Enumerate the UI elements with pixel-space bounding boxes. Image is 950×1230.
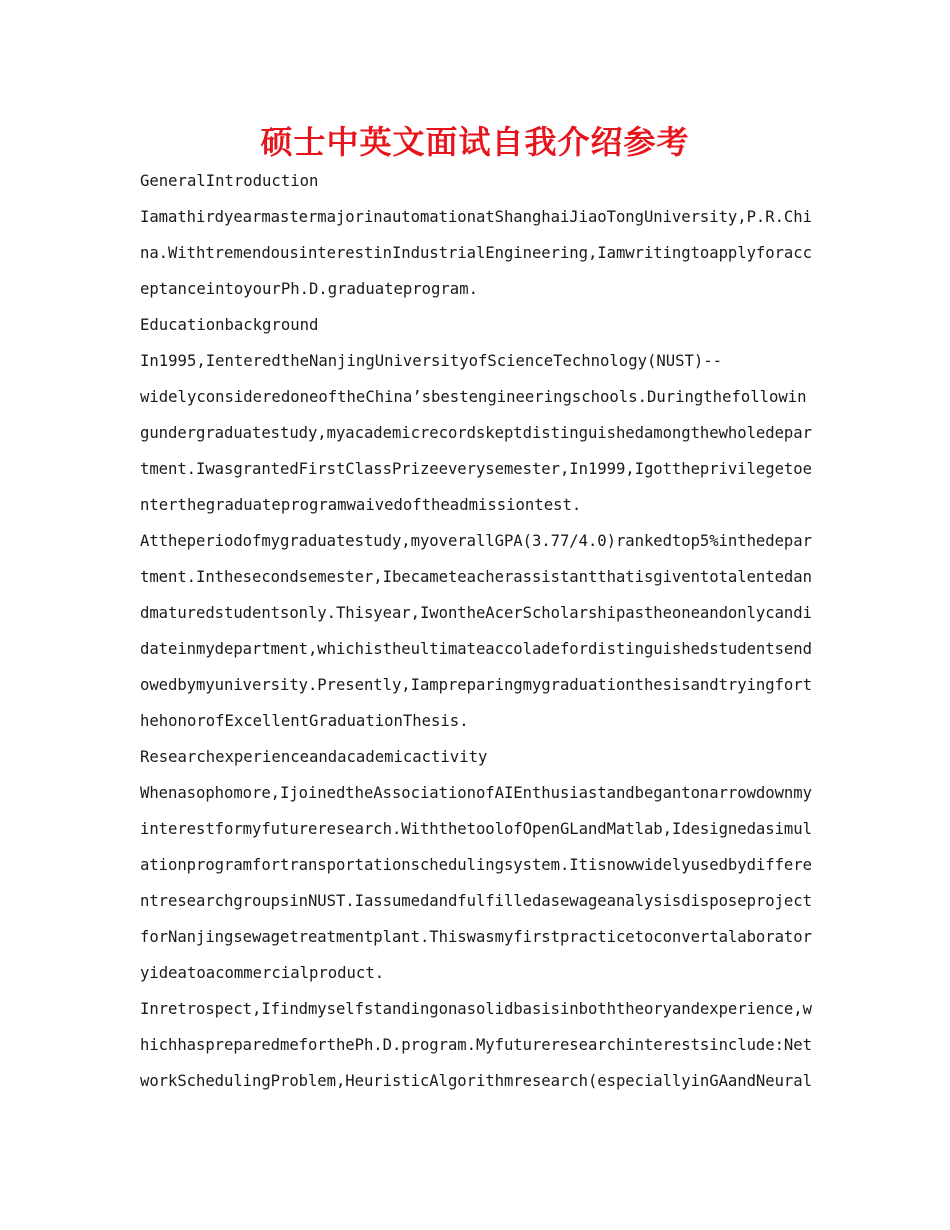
text-line: In1995,IenteredtheNanjingUniversityofScienceTechnology(NUST)--	[140, 352, 723, 370]
text-line: dateinmydepartment,whichistheultimateaccoladefordistinguishedstudentsend	[140, 640, 812, 658]
text-line: IamathirdyearmastermajorinautomationatShanghaiJiaoTongUniversity,P.R.Chi	[140, 208, 812, 226]
text-line: na.WithtremendousinterestinIndustrialEngineering,Iamwritingtoapplyforacc	[140, 244, 812, 262]
text-line: ntresearchgroupsinNUST.Iassumedandfulfilledasewageanalysisdisposeproject	[140, 892, 812, 910]
text-line: ationprogramfortransportationschedulingsystem.Itisnowwidelyusedbydiffere	[140, 856, 812, 874]
text-line: GeneralIntroduction	[140, 172, 319, 190]
text-line: nterthegraduateprogramwaivedoftheadmissiontest.	[140, 496, 582, 514]
text-line: tment.Inthesecondsemester,Ibecameteacherassistantthatisgiventotalentedan	[140, 568, 812, 586]
text-line: Inretrospect,Ifindmyselfstandingonasolidbasisinboththeoryandexperience,w	[140, 1000, 812, 1018]
text-line: dmaturedstudentsonly.Thisyear,IwontheAcerScholarshipastheoneandonlycandi	[140, 604, 812, 622]
text-line: Educationbackground	[140, 316, 319, 334]
text-line: forNanjingsewagetreatmentplant.Thiswasmyfirstpracticetoconvertalaborator	[140, 928, 812, 946]
text-line: hichhaspreparedmeforthePh.D.program.Myfutureresearchinterestsinclude:Net	[140, 1036, 812, 1054]
text-line: hehonorofExcellentGraduationThesis.	[140, 712, 469, 730]
text-line: Whenasophomore,IjoinedtheAssociationofAIEnthusiastandbegantonarrowdownmy	[140, 784, 812, 802]
text-line: Attheperiodofmygraduatestudy,myoverallGPA(3.77/4.0)rankedtop5%inthedepar	[140, 532, 812, 550]
text-line: Researchexperienceandacademicactivity	[140, 748, 488, 766]
text-line: interestformyfutureresearch.WiththetoolofOpenGLandMatlab,Idesignedasimul	[140, 820, 812, 838]
document-body	[140, 163, 812, 1099]
text-line: yideatoacommercialproduct.	[140, 964, 385, 982]
text-line: workSchedulingProblem,HeuristicAlgorithmresearch(especiallyinGAandNeural	[140, 1072, 812, 1090]
text-line: tment.IwasgrantedFirstClassPrizeeverysemester,In1999,Igottheprivilegetoe	[140, 460, 812, 478]
text-line: eptanceintoyourPh.D.graduateprogram.	[140, 280, 478, 298]
text-line: gundergraduatestudy,myacademicrecordskeptdistinguishedamongthewholedepar	[140, 424, 812, 442]
document-title: 硕士中英文面试自我介绍参考	[260, 123, 690, 161]
text-line: widelyconsideredoneoftheChina’sbestengineeringschools.Duringthefollowin	[140, 388, 807, 406]
text-line: owedbymyuniversity.Presently,Iampreparingmygraduationthesisandtryingfort	[140, 676, 812, 694]
